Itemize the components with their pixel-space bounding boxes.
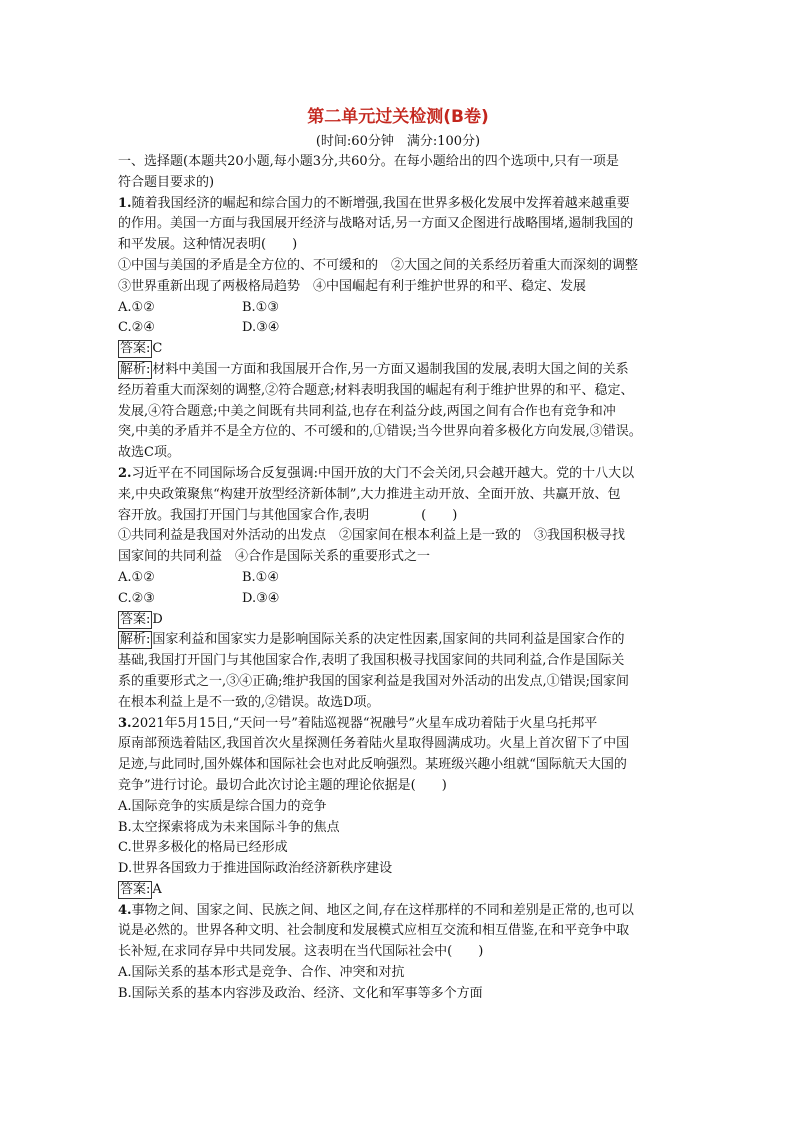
q2-option-c: C.②③ xyxy=(118,590,155,606)
q2-stem-line-3: 容开放。我国打开国门与其他国家合作,表明 ( ) xyxy=(118,507,458,523)
q2-answer xyxy=(118,610,678,631)
answer-label: 答案: xyxy=(120,611,151,627)
analysis-label: 解析: xyxy=(120,361,151,377)
q1-answer-value: C xyxy=(152,341,163,357)
q2-options-row-2 xyxy=(118,589,678,610)
q3-option-d: D.世界各国致力于推进国际政治经济新秩序建设 xyxy=(118,861,393,877)
q1-option-a: A.①② xyxy=(118,299,155,315)
q2-analysis-line-2: 基础,我国打开国门与其他国家合作,表明了我国积极寻找国家间的共同利益,合作是国际关 xyxy=(118,653,625,669)
q2-number: 2. xyxy=(118,465,132,481)
q3-stem-line-2: 原南部预选着陆区,我国首次火星探测任务着陆火星取得圆满成功。火星上首次留下了中国 xyxy=(118,736,630,752)
answer-label: 答案: xyxy=(120,881,151,897)
page-title: 第二单元过关检测(B卷) xyxy=(307,107,489,127)
q4-number: 4. xyxy=(118,902,132,918)
q1-analysis-line-2: 经历着重大而深刻的调整,②符合题意;材料表明我国的崛起有利于维护世界的和平、稳定、 xyxy=(118,382,634,398)
q4-option-a: A.国际关系的基本形式是竞争、合作、冲突和对抗 xyxy=(118,965,405,981)
q3-stem-line-1: 3.2021年5月15日,“天问一号”着陆巡视器“祝融号”火星车成功着陆于火星乌托邦平 xyxy=(118,715,598,731)
q1-statement-line-1: ①中国与美国的矛盾是全方位的、不可缓和的 ②大国之间的关系经历着重大而深刻的调整 xyxy=(118,257,639,273)
document-page xyxy=(118,104,678,1005)
q2-option-d: D.③④ xyxy=(242,590,280,606)
answer-label: 答案: xyxy=(120,341,151,357)
q2-analysis-line-1: 解析: 国家利益和国家实力是影响国际关系的决定性因素,国家间的共同利益是国家合作的 xyxy=(120,632,625,648)
q3-answer xyxy=(118,880,678,901)
q1-stem-line-2: 的作用。美国一方面与我国展开经济与战略对话,另一方面又企图进行战略围堵,遏制我国的 xyxy=(118,216,634,232)
q3-stem-line-4: 竞争”进行讨论。最切合此次讨论主题的理论依据是( ) xyxy=(118,777,447,793)
q1-number: 1. xyxy=(118,195,132,211)
q2-stem-line-1: 2.习近平在不同国际场合反复强调:中国开放的大门不会关闭,只会越开越大。党的十八大以 xyxy=(118,465,635,481)
q1-options-row-1 xyxy=(118,298,678,319)
q2-stem-line-2: 来,中央政策聚焦“构建开放型经济新体制”,大力推进主动开放、全面开放、共赢开放、包 xyxy=(118,486,621,502)
q1-option-b: B.①③ xyxy=(242,299,279,315)
q2-statement-line-2: 国家间的共同利益 ④合作是国际关系的重要形式之一 xyxy=(118,549,431,565)
q2-statement-line-1: ①共同利益是我国对外活动的出发点 ②国家间在根本利益上是一致的 ③我国积极寻找 xyxy=(118,528,626,544)
q3-option-b: B.太空探索将成为未来国际斗争的焦点 xyxy=(118,819,340,835)
q1-analysis-line-1: 解析: 材料中美国一方面和我国展开合作,另一方面又遏制我国的发展,表明大国之间的关系 xyxy=(120,361,629,377)
q1-answer xyxy=(118,339,678,360)
q1-analysis-line-5: 故选C项。 xyxy=(118,445,180,461)
q1-analysis-line-4: 突,中美的矛盾并不是全方位的、不可缓和的,①错误;当今世界向着多极化方向发展,③错误。 xyxy=(118,424,642,440)
q1-statement-line-2: ③世界重新出现了两极格局趋势 ④中国崛起有利于维护世界的和平、稳定、发展 xyxy=(118,278,587,294)
q3-answer-value: A xyxy=(152,881,162,897)
q1-option-c: C.②④ xyxy=(118,320,155,336)
q2-option-b: B.①④ xyxy=(242,569,279,585)
q4-stem-line-1: 4.事物之间、国家之间、民族之间、地区之间,存在这样那样的不同和差别是正常的,也可以 xyxy=(118,902,634,918)
q2-analysis-line-3: 系的重要形式之一,③④正确;维护我国的国家利益是我国对外活动的出发点,①错误;国家间 xyxy=(118,673,630,689)
q1-stem-line-3: 和平发展。这种情况表明( ) xyxy=(118,237,298,253)
q2-analysis-line-4: 在根本利益上是不一致的,②错误。故选D项。 xyxy=(118,694,380,710)
q3-number: 3. xyxy=(118,715,132,731)
q1-stem-line-1: 1.随着我国经济的崛起和综合国力的不断增强,我国在世界多极化发展中发挥着越来越重要 xyxy=(118,195,630,211)
q3-option-c: C.世界多极化的格局已经形成 xyxy=(118,840,288,856)
q1-analysis-line-3: 发展,④符合题意;中美之间既有共同利益,也存在利益分歧,两国之间有合作也有竞争和冲 xyxy=(118,403,616,419)
section-heading-line-1: 一、选择题(本题共20小题,每小题3分,共60分。在每小题给出的四个选项中,只有一项是 xyxy=(118,154,619,169)
q4-stem-line-3: 长补短,在求同存异中共同发展。这表明在当代国际社会中( ) xyxy=(118,944,484,960)
q3-option-a: A.国际竞争的实质是综合国力的竞争 xyxy=(118,798,327,814)
q4-stem-line-2: 说是必然的。世界各种文明、社会制度和发展模式应相互交流和相互借鉴,在和平竞争中取 xyxy=(118,923,630,939)
q4-option-b: B.国际关系的基本内容涉及政治、经济、文化和军事等多个方面 xyxy=(118,985,483,1001)
q2-options-row-1 xyxy=(118,568,678,589)
q3-stem-line-3: 足迹,与此同时,国外媒体和国际社会也对此反响强烈。某班级兴趣小组就“国际航天大国的 xyxy=(118,757,627,773)
q1-option-d: D.③④ xyxy=(242,320,280,336)
q2-answer-value: D xyxy=(152,611,163,627)
q1-options-row-2 xyxy=(118,318,678,339)
q2-option-a: A.①② xyxy=(118,569,155,585)
section-heading-line-2: 符合题目要求的) xyxy=(118,174,215,190)
analysis-label: 解析: xyxy=(120,632,151,648)
exam-info: (时间:60分钟 满分:100分) xyxy=(315,134,481,149)
